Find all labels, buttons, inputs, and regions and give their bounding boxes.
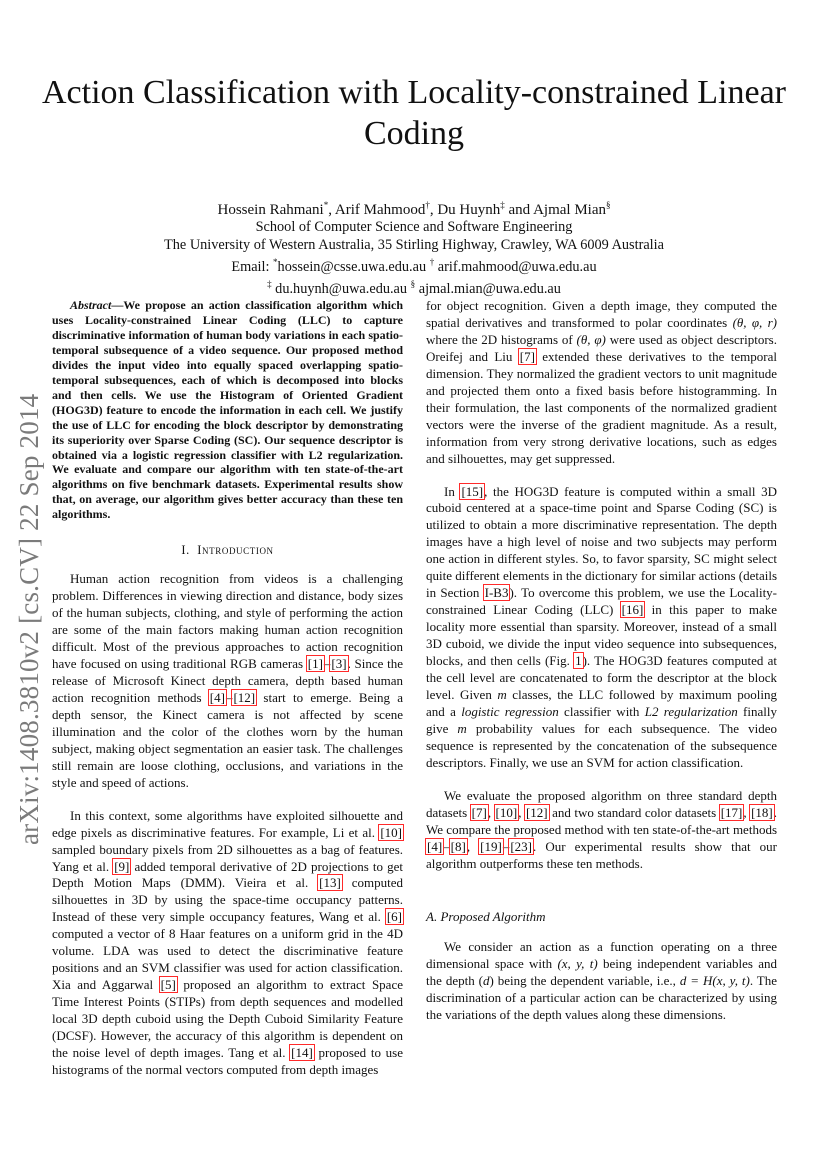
email-label: Email: [231, 258, 270, 275]
citation-link[interactable]: [4] [427, 838, 443, 854]
citation-link[interactable]: [19] [480, 838, 502, 854]
abstract: Abstract—We propose an action classification algorithm which uses Locality-constrained Linear Coding (LLC) to capture discriminative information of human body variations in each spatio-temporal subsequence of a video sequence. Our proposed method divides the input video into equally spaced overlapping spatio-temporal subsequences, each of which is decomposed into blocks and then cells. We use the Histogram of Oriented Gradient (HOG3D) feature to encode the information in each cell. We justify the use of LLC for encoding the block descriptor by demonstrating its superiority over Sparse Coding (SC). Our sequence descriptor is obtained via a logistic regression classifier with L2 regularization. We evaluate and compare our algorithm with ten state-of-the-art algorithms on five benchmark datasets. Experimental results show that, on average, our algorithm gives better accuracy than these ten algorithms. [52, 298, 403, 522]
author-name: Du Huynh [437, 202, 501, 218]
citation-link[interactable]: [4] [209, 689, 225, 705]
citation-link[interactable]: [6] [386, 909, 402, 925]
author-mark: * [273, 257, 278, 268]
author-name: Arif Mahmood [334, 202, 426, 218]
author-mark: § [606, 200, 611, 210]
citation-link[interactable]: [13] [319, 875, 341, 891]
author-mark: † [429, 257, 435, 268]
abstract-label: Abstract [70, 298, 112, 312]
arxiv-identifier: arXiv:1408.3810v2 [cs.CV] 22 Sep 2014 [14, 393, 44, 845]
paragraph: for object recognition. Given a depth image, they computed the spatial derivatives and transformed to polar coordinates (θ, φ, r) where the 2D histograms of (θ, φ) were used as object descriptors. Oreifej and Liu [7] extended these derivatives to the temporal dimension. They normalized the gradient vectors to unit magnitude and projected them onto a fixed basis before histogramming. In their formulation, the last components of the normalized gradient vectors were the inverse of the gradient magnitude. As a result, information from very strong derivative locations, such as edges and silhouettes, may get suppressed. [426, 298, 778, 466]
email-link[interactable]: du.huynh@uwa.edu.au [275, 281, 408, 298]
citation-link[interactable]: [15] [461, 483, 484, 499]
section-link[interactable]: I-B3 [484, 585, 509, 601]
email-link[interactable]: hossein@csse.uwa.edu.au [277, 258, 427, 275]
author-mark: * [323, 200, 329, 210]
paragraph: Human action recognition from videos is a challenging problem. Differences in viewing direction and distance, body sizes of the human subjects, clothing, and style of performing the action are some of the main factors making human action recognition difficult. Most of the previous approaches to action recognition have focused on using traditional RGB cameras [1]–[3]. Since the release of Microsoft Kinect depth camera, depth based human action recognition methods [4]–[12] start to emerge. Being a depth sensor, the Kinect camera is not affected by scene illumination and the color of the clothes worn by the human subject, making object segmentation an easier task. The challenges still remain are loose clothing, occlusions, and variations in the style and speed of actions. [52, 571, 403, 790]
left-column [52, 298, 403, 1079]
author-name: Ajmal Mian [533, 202, 606, 218]
abstract-text: We propose an action classification algorithm which uses Locality-constrained Linear Coding (LLC) to capture discriminative information of human body variations in each spatio-temporal subsequence of a video sequence. Our proposed method divides the input video into equally spaced overlapping spatio-temporal subsequences, each of which is decomposed into blocks and then cells. We use the Histogram of Oriented Gradient (HOG3D) feature to encode the information in each cell. We justify the use of LLC for encoding the block descriptor by demonstrating its superiority over Sparse Coding (SC). Our sequence descriptor is obtained via a logistic regression classifier with L2 regularization. We evaluate and compare our algorithm with ten state-of-the-art algorithms on five benchmark datasets. Experimental results show that, on average, our algorithm gives better accuracy than these ten algorithms. [52, 298, 403, 522]
author-mark: ‡ [267, 279, 272, 290]
citation-link[interactable]: [9] [114, 858, 130, 874]
author-names: Hossein Rahmani*, Arif Mahmood†, Du Huynh‡ and Ajmal Mian§ [217, 200, 611, 218]
citation-link[interactable]: [10] [380, 824, 402, 840]
citation-link[interactable]: [7] [519, 348, 535, 364]
right-column [426, 298, 777, 1024]
citation-link[interactable]: [10] [495, 804, 518, 820]
citation-link[interactable]: [16] [621, 602, 644, 618]
citation-link[interactable]: [12] [525, 804, 548, 820]
subsection-heading: A. Proposed Algorithm [426, 908, 546, 924]
paragraph: We consider an action as a function operating on a three dimensional space with (x, y, t) being independent variables and the depth (d) being the dependent variable, i.e., d = H(x, y, t). The discrimination of a particular action can be characterized by using the variations of the depth values along these dimensions. [426, 939, 778, 1023]
citation-link[interactable]: [7] [471, 804, 487, 820]
email-line [60, 276, 768, 298]
email-link[interactable]: arif.mahmood@uwa.edu.au [437, 258, 597, 275]
citation-link[interactable]: [14] [291, 1044, 313, 1060]
author-block [60, 197, 768, 299]
affiliation-school: School of Computer Science and Software Engineering [255, 219, 573, 236]
author-name: Hossein Rahmani [217, 202, 324, 218]
citation-link[interactable]: [3] [331, 656, 347, 672]
section-heading: I. Introduction [181, 543, 274, 558]
author-mark: ‡ [500, 200, 505, 210]
citation-link[interactable]: [23] [510, 838, 533, 854]
citation-link[interactable]: [18] [751, 804, 773, 820]
email-link[interactable]: ajmal.mian@uwa.edu.au [418, 281, 561, 298]
paragraph: In this context, some algorithms have exploited silhouette and edge pixels as discriminative features. For example, Li et al. [10] sampled boundary pixels from 2D silhouettes as a bag of features. Yang et al. [9] added temporal derivative of 2D projections to get Depth Motion Maps (DMM). Vieira et al. [13] computed silhouettes in 3D by using the space-time occupancy patterns. Instead of these very simple occupancy features, Wang et al. [6] computed a vector of 8 Haar features on a uniform grid in the 4D volume. LDA was used to detect the discriminative feature positions and an SVM classifier was used for action classification. Xia and Aggarwal [5] proposed an algorithm to extract Space Time Interest Points (STIPs) from depth sequences and modelled local 3D depth cuboid using the Depth Cuboid Similarity Feature (DCSF). However, the accuracy of this algorithm is dependent on the noise level of depth images. Tang et al. [14] proposed to use histograms of the normal vectors computed from depth images [52, 807, 403, 1077]
citation-link[interactable]: [12] [233, 689, 256, 705]
author-mark: † [425, 200, 430, 210]
paper-title: Action Classification with Locality-constrained Linear Coding [42, 74, 786, 152]
citation-link[interactable]: [1] [307, 656, 323, 672]
citation-link[interactable]: [8] [450, 838, 466, 854]
citation-link[interactable]: [17] [720, 804, 743, 820]
figure-link[interactable]: 1 [575, 653, 582, 669]
citation-link[interactable]: [5] [160, 977, 176, 993]
author-mark: § [410, 279, 416, 290]
affiliation-university: The University of Western Australia, 35 Stirling Highway, Crawley, WA 6009 Australia [164, 236, 664, 253]
email-line [60, 254, 768, 276]
paragraph: We evaluate the proposed algorithm on three standard depth datasets [7], [10], [12] and two standard color datasets [17], [18]. We compare the proposed method with ten state-of-the-art methods [4]–[8], [19]–[23]. Our experimental results show that our algorithm outperforms these ten methods. [426, 787, 778, 871]
paragraph: In [15], the HOG3D feature is computed within a small 3D cuboid centered at a space-time point and Sparse Coding (SC) is utilized to obtain a more discriminative representation. The depth images have a high level of noise and two subjects may perform one action in different styles. So, to favor sparsity, SC might select quite different elements in the dictionary for similar actions (details in Section I-B3). To overcome this problem, we use the Locality-constrained Linear Coding (LLC) [16] in this paper to make locality more essential than sparsity. Moreover, instead of a small 3D cuboid, we divide the input video sequence into subsequences, blocks, and then cells (Fig. 1). The HOG3D features computed at the cell level are concatenated to form the descriptor at the block level. Given m classes, the LLC followed by maximum pooling and a logistic regression classifier with L2 regularization finally give m probability values for each subsequence. The video sequence is represented by the concatenation of the subsequence descriptors. Finally, we use an SVM for action classification. [426, 483, 778, 770]
